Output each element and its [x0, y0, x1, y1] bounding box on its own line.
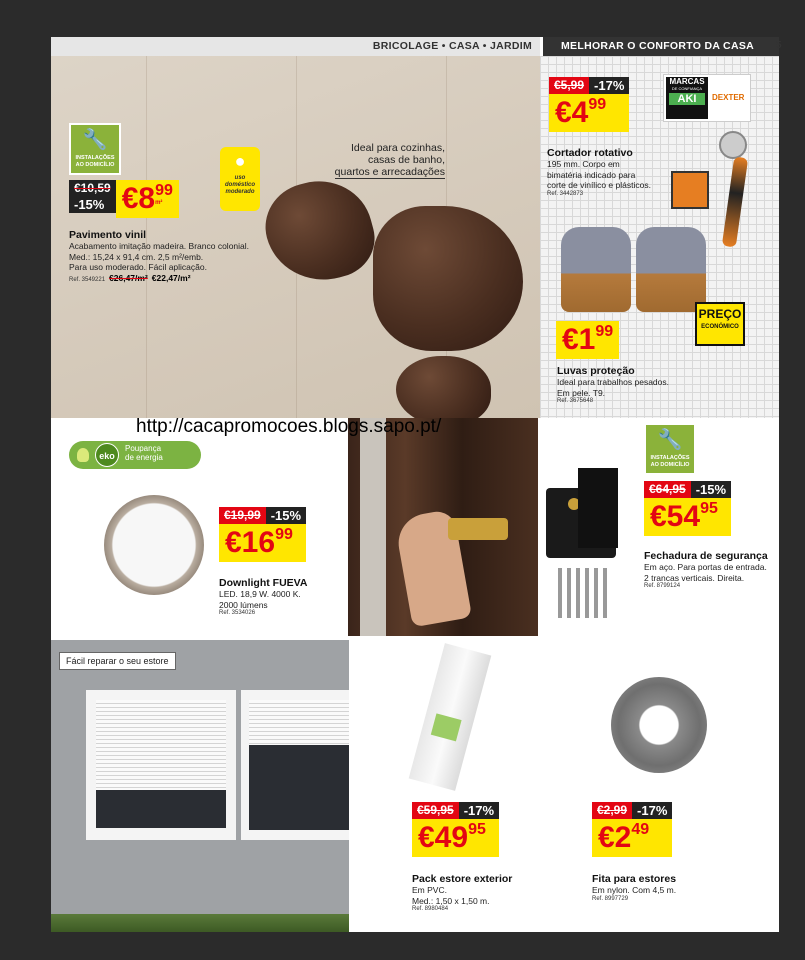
header-section-bar — [543, 37, 779, 56]
old-price: €2,99 — [592, 802, 632, 819]
discount-badge: -15% — [69, 196, 116, 213]
price-decimal: 99 — [275, 526, 293, 543]
product-ref: Ref. 8997729 — [592, 895, 629, 902]
badge-line: ECONÓMICO — [701, 324, 739, 330]
home-install-badge — [644, 423, 696, 475]
price-integer: €8 — [121, 182, 156, 215]
fita-price — [592, 802, 672, 857]
product-ref: Ref. 8980484 — [412, 906, 449, 912]
page-number: 5 — [776, 40, 782, 51]
cutter-package-image — [671, 171, 709, 209]
product-desc: 2000 lúmens — [219, 599, 268, 610]
product-desc: 2 trancas verticais. Direita. — [644, 572, 745, 583]
price-integer: €4 — [555, 96, 589, 129]
security-lock-image — [538, 418, 638, 636]
product-desc: Med.: 15,24 x 91,4 cm. 2,5 m²/emb. — [69, 251, 204, 262]
price-decimal: 99 — [155, 182, 173, 199]
lightbulb-icon — [77, 448, 89, 462]
discount-badge: -15% — [266, 507, 306, 524]
old-price: €10,59 — [69, 180, 116, 196]
price-decimal: 99 — [595, 323, 614, 340]
eco-line: Poupança — [125, 444, 162, 453]
shutter-tape-image — [611, 677, 707, 773]
estore-details — [412, 873, 547, 912]
downlight-image — [104, 495, 204, 595]
product-desc: bimatéria indicado para — [547, 169, 636, 180]
badge-line: PREÇO — [698, 307, 742, 321]
product-desc: Em PVC. — [412, 885, 447, 895]
tools-icon: 🔧 — [657, 429, 683, 451]
home-install-badge — [69, 123, 121, 175]
eko-icon: eko — [95, 443, 119, 467]
door-lock-photo — [348, 418, 538, 636]
pavimento-details — [69, 229, 269, 283]
pavimento-price — [69, 180, 179, 218]
product-desc: Med.: 1,50 x 1,50 m. — [412, 895, 490, 906]
wood-caption — [335, 142, 445, 179]
luvas-details — [557, 365, 707, 404]
price-integer: €2 — [598, 821, 632, 854]
product-title: Cortador rotativo — [547, 147, 633, 159]
price-integer: €54 — [650, 500, 701, 533]
brand-sub: DE CONFIANÇA — [671, 86, 703, 91]
header-category-bar — [51, 37, 540, 56]
current-price — [412, 819, 499, 857]
current-price — [644, 498, 731, 536]
lava-rock-image — [396, 356, 491, 418]
current-price — [549, 94, 629, 132]
lava-rock-image — [256, 169, 383, 293]
product-desc: LED. 18,9 W. 4000 K. — [219, 589, 301, 599]
product-ref: Ref. 8799124 — [644, 583, 681, 589]
downlight-price — [219, 507, 306, 562]
price-decimal: 95 — [700, 500, 718, 517]
brand-logo — [663, 74, 751, 122]
product-desc: 195 mm. Corpo em — [547, 159, 620, 169]
product-desc: Para uso moderado. Fácil aplicação. — [69, 262, 207, 272]
shutter-pack-image — [409, 643, 492, 791]
easy-repair-label: Fácil reparar o seu estore — [59, 652, 176, 670]
price-integer: €16 — [225, 526, 276, 559]
product-title: Luvas proteção — [557, 365, 635, 377]
fita-details — [592, 873, 727, 902]
old-price: €59,95 — [412, 802, 459, 819]
aki-logo: AKI — [669, 93, 705, 105]
price-decimal: 49 — [631, 821, 650, 838]
badge-line: INSTALAÇÕES — [650, 455, 690, 461]
product-ref: Ref. 3675648 — [557, 398, 594, 404]
old-price: €5,99 — [549, 77, 589, 94]
price-unit: m² — [155, 200, 163, 206]
product-desc: corte de vinílico e plásticos. — [547, 180, 651, 190]
product-title: Fechadura de segurança — [644, 550, 768, 562]
header-section: MELHORAR O CONFORTO DA CASA — [561, 40, 755, 52]
product-ref: Ref. 3534026 — [219, 610, 256, 616]
economic-price-badge — [695, 302, 745, 346]
price-integer: €1 — [562, 323, 596, 356]
shutters-photo — [51, 640, 349, 932]
discount-badge: -17% — [632, 802, 672, 819]
fechadura-details — [644, 550, 779, 589]
product-title: Pack estore exterior — [412, 873, 513, 885]
cortador-price — [549, 77, 629, 132]
header-category: BRICOLAGE • CASA • JARDIM — [372, 40, 532, 52]
product-desc: Em aço. Para portas de entrada. — [644, 562, 767, 572]
lava-rock-image — [373, 206, 523, 351]
eco-line: de energia — [125, 453, 163, 462]
estore-price — [412, 802, 499, 857]
product-title: Downlight FUEVA — [219, 577, 308, 589]
caption-line: casas de banho, — [367, 154, 445, 166]
caption-line: quartos e arrecadações — [334, 166, 445, 178]
product-title: Fita para estores — [592, 873, 677, 885]
product-ref: Ref. 3442873 — [547, 190, 584, 197]
discount-badge: -17% — [589, 77, 629, 94]
badge-line: AO DOMICÍLIO — [650, 462, 690, 468]
current-price — [116, 180, 179, 218]
energy-saving-text — [125, 444, 163, 462]
product-desc: Em pele. T9. — [557, 387, 606, 398]
flyer-page — [51, 37, 779, 932]
product-desc: Em nylon. Com 4,5 m. — [592, 885, 677, 895]
discount-badge: -15% — [691, 481, 731, 498]
old-price: €64,95 — [644, 481, 691, 498]
fechadura-price — [644, 481, 731, 536]
badge-line: INSTALAÇÕES — [75, 155, 115, 161]
price-integer: €49 — [418, 821, 469, 854]
price-decimal: 99 — [588, 96, 607, 113]
usage-text: uso doméstico moderado — [224, 175, 255, 195]
price-per-m2-old: €26,47/m² — [109, 272, 148, 283]
caption-line: Ideal para cozinhas, — [351, 142, 445, 154]
usage-badge — [220, 147, 260, 211]
downlight-details — [219, 577, 339, 616]
discount-badge: -17% — [459, 802, 499, 819]
product-title: Pavimento vinil — [69, 229, 147, 241]
product-ref: Ref. 3549221 — [69, 276, 106, 283]
tools-icon: 🔧 — [82, 129, 108, 151]
product-desc: Ideal para trabalhos pesados. — [557, 377, 669, 387]
current-price — [592, 819, 672, 857]
old-price: €19,99 — [219, 507, 266, 524]
product-desc: Acabamento imitação madeira. Branco colonial. — [69, 241, 250, 251]
watermark-url: http://cacapromocoes.blogs.sapo.pt/ — [136, 416, 442, 437]
current-price — [219, 524, 306, 562]
cortador-details — [547, 147, 667, 197]
price-decimal: 95 — [468, 821, 486, 838]
dexter-logo: DEXTER — [712, 93, 745, 102]
luvas-price — [556, 321, 619, 359]
energy-saving-badge — [69, 441, 201, 469]
price-per-m2-new: €22,47/m² — [151, 272, 191, 283]
footprint-icon: ● — [234, 151, 246, 171]
brand-label: MARCAS — [669, 77, 705, 86]
badge-line: AO DOMICÍLIO — [75, 162, 115, 168]
